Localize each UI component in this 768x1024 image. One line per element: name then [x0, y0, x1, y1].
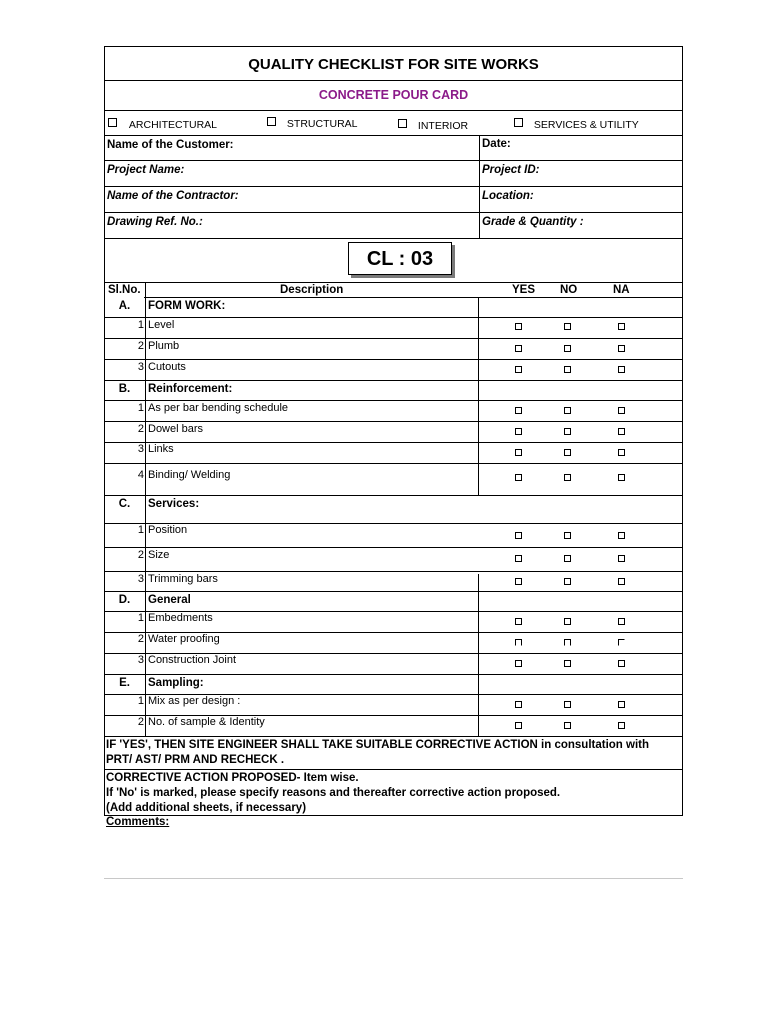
item-description: Mix as per design : [148, 695, 241, 707]
section-letter: D. [118, 594, 131, 606]
item-number: 1 [137, 319, 144, 331]
table-row [104, 360, 683, 381]
item-description: Water proofing [148, 633, 220, 645]
table-row [104, 318, 683, 339]
no-checkbox[interactable] [564, 428, 571, 435]
drawing-ref-label: Drawing Ref. No.: [107, 216, 203, 228]
yes-checkbox[interactable] [515, 428, 522, 435]
project-name-label: Project Name: [107, 164, 185, 176]
na-checkbox[interactable] [618, 639, 625, 646]
yes-checkbox[interactable] [515, 449, 522, 456]
checkbox-icon[interactable] [267, 117, 276, 126]
yes-instruction-line2: PRT/ AST/ PRM AND RECHECK . [106, 754, 285, 766]
table-row [104, 633, 683, 654]
yes-checkbox[interactable] [515, 618, 522, 625]
na-checkbox[interactable] [618, 532, 625, 539]
category-services[interactable] [514, 118, 639, 131]
section-row [104, 298, 683, 318]
item-description: Trimming bars [148, 573, 218, 585]
no-checkbox[interactable] [564, 618, 571, 625]
no-checkbox[interactable] [564, 701, 571, 708]
section-letter: E. [119, 677, 130, 689]
item-description: As per bar bending schedule [148, 402, 289, 414]
table-header [104, 283, 683, 298]
item-number: 3 [137, 573, 144, 585]
section-title: Sampling: [148, 677, 204, 689]
yes-checkbox[interactable] [515, 323, 522, 330]
na-checkbox[interactable] [618, 345, 625, 352]
page-title: QUALITY CHECKLIST FOR SITE WORKS [248, 56, 539, 73]
table-row [104, 612, 683, 633]
yes-instruction-row [104, 737, 683, 770]
section-letter: A. [118, 300, 131, 312]
na-checkbox[interactable] [618, 578, 625, 585]
yes-checkbox[interactable] [515, 639, 522, 646]
item-number: 3 [137, 654, 144, 666]
item-description: Position [148, 524, 188, 536]
item-number: 2 [137, 633, 144, 645]
table-row [104, 716, 683, 737]
date-label: Date: [482, 138, 511, 150]
item-description: No. of sample & Identity [148, 716, 265, 728]
na-checkbox[interactable] [618, 323, 625, 330]
na-checkbox[interactable] [618, 555, 625, 562]
form-subtitle: CONCRETE POUR CARD [318, 88, 469, 102]
item-description: Plumb [148, 340, 180, 352]
contractor-label: Name of the Contractor: [107, 190, 239, 202]
section-row [104, 675, 683, 695]
table-row [104, 548, 683, 572]
category-structural[interactable] [267, 117, 358, 130]
customer-label: Name of the Customer: [107, 139, 234, 151]
category-label: INTERIOR [417, 120, 469, 132]
comments-label: Comments: [106, 816, 170, 828]
no-checkbox[interactable] [564, 366, 571, 373]
table-row [104, 524, 683, 548]
category-interior[interactable] [398, 119, 468, 132]
yes-checkbox[interactable] [515, 660, 522, 667]
section-title: Reinforcement: [148, 383, 233, 395]
info-row-project [104, 161, 683, 187]
yes-checkbox[interactable] [515, 345, 522, 352]
item-number: 2 [137, 423, 144, 435]
yes-checkbox[interactable] [515, 722, 522, 729]
table-row [104, 572, 683, 592]
subtitle-row [104, 81, 683, 111]
item-number: 4 [137, 469, 144, 481]
item-number: 1 [137, 695, 144, 707]
section-letter: B. [118, 383, 131, 395]
table-row [104, 422, 683, 443]
item-description: Binding/ Welding [148, 469, 231, 481]
column-header-no: NO [560, 284, 578, 296]
no-checkbox[interactable] [564, 474, 571, 481]
additional-sheets-note: (Add additional sheets, if necessary) [106, 802, 307, 814]
yes-checkbox[interactable] [515, 474, 522, 481]
checkbox-icon[interactable] [514, 118, 523, 127]
item-description: Dowel bars [148, 423, 204, 435]
table-row [104, 339, 683, 360]
yes-checkbox[interactable] [515, 532, 522, 539]
na-checkbox[interactable] [618, 428, 625, 435]
item-number: 3 [137, 443, 144, 455]
item-description: Level [148, 319, 175, 331]
na-checkbox[interactable] [618, 449, 625, 456]
no-marked-instruction: If 'No' is marked, please specify reasons and thereafter corrective action proposed. [106, 787, 561, 799]
na-checkbox[interactable] [618, 366, 625, 373]
item-description: Embedments [148, 612, 213, 624]
yes-checkbox[interactable] [515, 366, 522, 373]
item-number: 3 [137, 361, 144, 373]
category-label: SERVICES & UTILITY [533, 119, 639, 131]
na-checkbox[interactable] [618, 660, 625, 667]
yes-checkbox[interactable] [515, 578, 522, 585]
column-header-na: NA [613, 284, 630, 296]
corrective-action-row [104, 770, 683, 816]
column-header-description: Description [280, 284, 344, 296]
na-checkbox[interactable] [618, 701, 625, 708]
page-divider [104, 878, 683, 879]
no-checkbox[interactable] [564, 449, 571, 456]
no-checkbox[interactable] [564, 578, 571, 585]
na-checkbox[interactable] [618, 474, 625, 481]
project-id-label: Project ID: [482, 164, 540, 176]
no-checkbox[interactable] [564, 555, 571, 562]
category-architectural[interactable] [108, 118, 217, 131]
section-title: FORM WORK: [148, 300, 226, 312]
column-header-yes: YES [512, 284, 536, 296]
table-row [104, 654, 683, 675]
yes-instruction-line1: IF 'YES', THEN SITE ENGINEER SHALL TAKE SUITABLE CORRECTIVE ACTION in consultation with [106, 739, 650, 751]
no-checkbox[interactable] [564, 660, 571, 667]
info-row-customer [104, 136, 683, 161]
corrective-action-title: CORRECTIVE ACTION PROPOSED- Item wise. [106, 772, 359, 784]
title-row [104, 46, 683, 81]
yes-checkbox[interactable] [515, 701, 522, 708]
yes-checkbox[interactable] [515, 407, 522, 414]
location-label: Location: [482, 190, 534, 202]
info-row-contractor [104, 187, 683, 213]
grade-quantity-label: Grade & Quantity : [482, 216, 584, 228]
no-checkbox[interactable] [564, 323, 571, 330]
section-title: General [148, 594, 191, 606]
no-checkbox[interactable] [564, 345, 571, 352]
table-row [104, 443, 683, 464]
no-checkbox[interactable] [564, 639, 571, 646]
section-letter: C. [118, 498, 131, 510]
item-number: 1 [137, 524, 144, 536]
no-checkbox[interactable] [564, 532, 571, 539]
item-number: 2 [137, 340, 144, 352]
item-number: 1 [137, 612, 144, 624]
checkbox-icon[interactable] [398, 119, 407, 128]
info-row-drawing [104, 213, 683, 239]
table-row [104, 695, 683, 716]
category-row [104, 111, 683, 136]
category-label: STRUCTURAL [286, 118, 358, 130]
section-row [104, 496, 683, 524]
column-header-slno: Sl.No. [108, 284, 141, 296]
section-row [104, 592, 683, 612]
na-checkbox[interactable] [618, 407, 625, 414]
item-number: 2 [137, 716, 144, 728]
item-description: Links [148, 443, 174, 455]
item-description: Cutouts [148, 361, 186, 373]
item-description: Size [148, 549, 170, 561]
na-checkbox[interactable] [618, 722, 625, 729]
section-title: Services: [148, 498, 200, 510]
checkbox-icon[interactable] [108, 118, 117, 127]
table-row [104, 464, 683, 496]
item-number: 2 [137, 549, 144, 561]
item-number: 1 [137, 402, 144, 414]
checklist-code: CL : 03 [348, 242, 452, 275]
no-checkbox[interactable] [564, 722, 571, 729]
item-description: Construction Joint [148, 654, 237, 666]
no-checkbox[interactable] [564, 407, 571, 414]
table-row [104, 401, 683, 422]
na-checkbox[interactable] [618, 618, 625, 625]
category-label: ARCHITECTURAL [128, 119, 218, 131]
yes-checkbox[interactable] [515, 555, 522, 562]
section-row [104, 381, 683, 401]
